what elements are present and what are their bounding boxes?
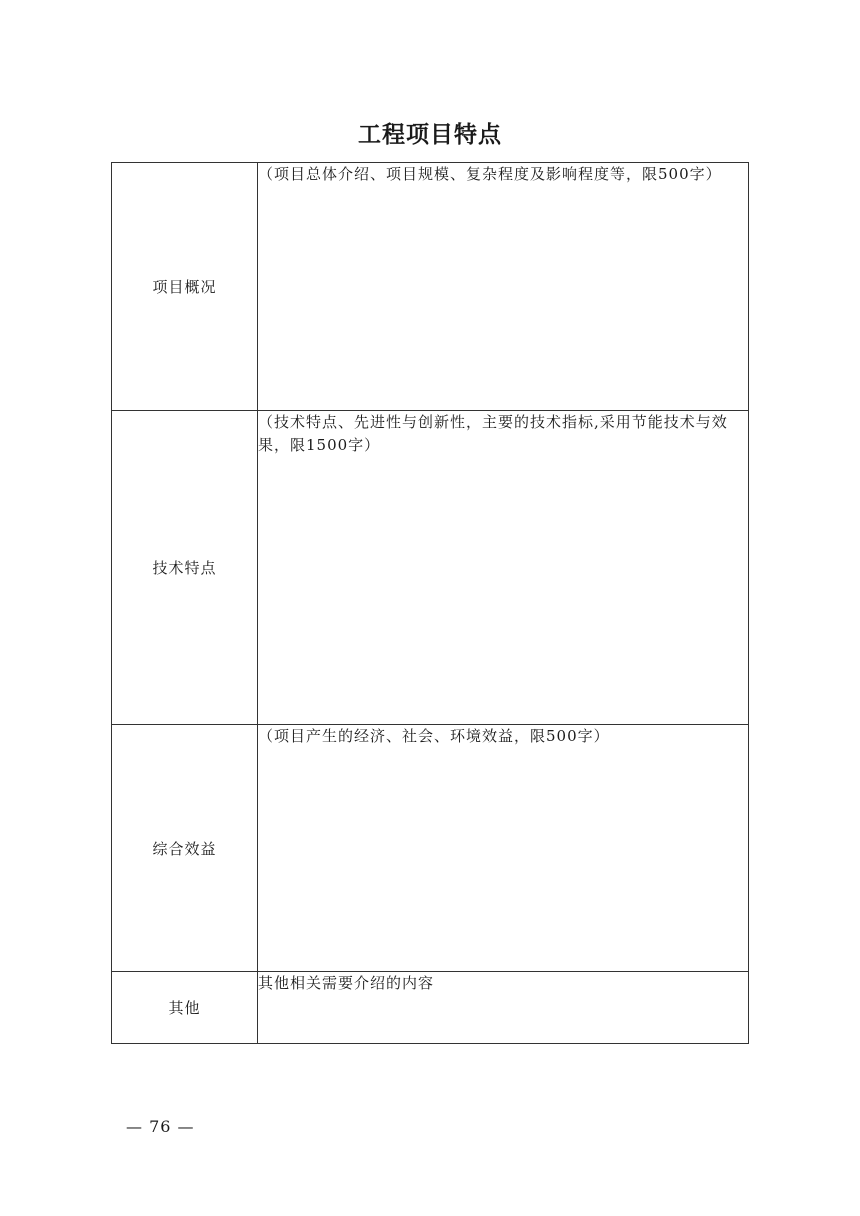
row-label-other: 其他 bbox=[112, 972, 258, 1044]
row-label-technical-features: 技术特点 bbox=[112, 411, 258, 725]
row-label-project-overview: 项目概况 bbox=[112, 163, 258, 411]
content-cell-project-overview[interactable]: （项目总体介绍、项目规模、复杂程度及影响程度等，限500字） bbox=[258, 163, 749, 411]
row-label-comprehensive-benefits: 综合效益 bbox=[112, 725, 258, 972]
form-row-project-overview bbox=[112, 163, 749, 411]
page-number: — 76 — bbox=[126, 1117, 195, 1136]
form-row-comprehensive-benefits bbox=[112, 725, 749, 972]
content-cell-technical-features[interactable]: （技术特点、先进性与创新性，主要的技术指标,采用节能技术与效果，限1500字） bbox=[258, 411, 749, 725]
content-cell-other[interactable]: 其他相关需要介绍的内容 bbox=[258, 972, 749, 1044]
content-cell-comprehensive-benefits[interactable]: （项目产生的经济、社会、环境效益，限500字） bbox=[258, 725, 749, 972]
form-row-other bbox=[112, 972, 749, 1044]
page-title: 工程项目特点 bbox=[358, 122, 502, 148]
form-row-technical-features bbox=[112, 411, 749, 725]
project-features-form bbox=[111, 162, 749, 1044]
